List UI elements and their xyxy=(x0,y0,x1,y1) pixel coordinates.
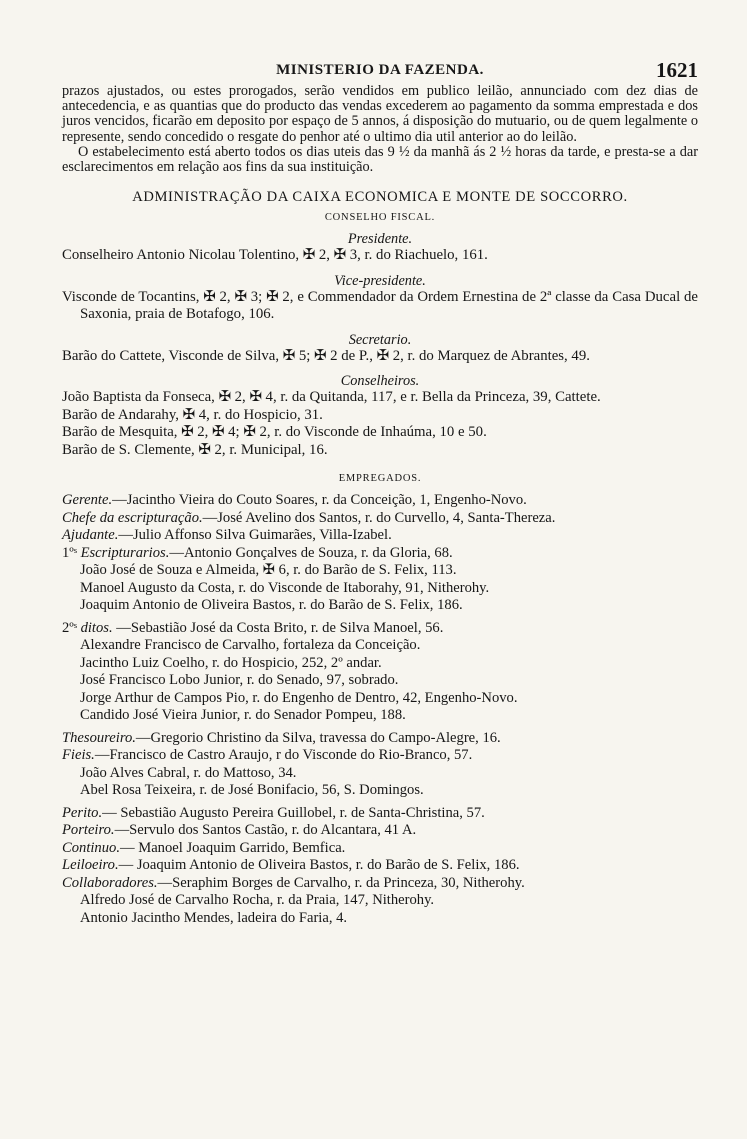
employee-entry-chefe xyxy=(62,510,698,528)
employee-entry: Joaquim Antonio de Oliveira Bastos, r. do Barão de S. Felix, 186. xyxy=(80,597,463,614)
employee-text: —Francisco de Castro Araujo, r do Visconde do Rio-Branco, 57. xyxy=(94,747,473,764)
employee-text: —Julio Affonso Silva Guimarães, Villa-Izabel. xyxy=(118,527,392,544)
employee-role: Perito. xyxy=(62,804,103,821)
councillor-entry: Barão de Mesquita, ✠ 2, ✠ 4; ✠ 2, r. do Visconde de Inhaúma, 10 e 50. xyxy=(62,424,487,441)
employee-text: —José Avelino dos Santos, r. do Curvello, 4, Santa-Thereza. xyxy=(202,509,556,526)
employee-entry-ditos xyxy=(62,620,698,638)
employee-entry: José Francisco Lobo Junior, r. do Senado, 97, sobrado. xyxy=(80,672,399,689)
employee-text: — Sebastião Augusto Pereira Guillobel, r. de Santa-Christina, 57. xyxy=(102,804,485,821)
employee-role: Chefe da escripturação. xyxy=(62,509,203,526)
employee-entry: João José de Souza e Almeida, ✠ 6, r. do Barão de S. Felix, 113. xyxy=(80,562,457,579)
employee-entry-ajudante xyxy=(62,527,698,545)
role-heading-secretary: Secretario. xyxy=(348,331,412,348)
employee-entry-fieis xyxy=(62,747,698,765)
employee-text: —Seraphim Borges de Carvalho, r. da Princeza, 30, Nitherohy. xyxy=(157,874,525,891)
ordinal-prefix: 2ºˢ xyxy=(62,619,77,636)
employee-role: Continuo. xyxy=(62,839,120,856)
running-header xyxy=(62,58,698,84)
page-number: 1621 xyxy=(656,58,698,82)
intro-text xyxy=(62,84,698,175)
role-heading-president: Presidente. xyxy=(347,231,413,248)
employee-entry: Antonio Jacintho Mendes, ladeira do Faria, 4. xyxy=(80,909,348,926)
employee-entry-escripturarios xyxy=(62,545,698,563)
ordinal-prefix: 1ºˢ xyxy=(62,544,77,561)
employee-text: —Sebastião José da Costa Brito, r. de Silva Manoel, 56. xyxy=(112,619,444,636)
councillor-entry: Barão de Andarahy, ✠ 4, r. do Hospicio, 31. xyxy=(62,406,323,423)
secretary-entry: Barão do Cattete, Visconde de Silva, ✠ 5; ✠ 2 de P., ✠ 2, r. do Marquez de Abrantes, 49. xyxy=(62,347,590,364)
employee-entry-thesoureiro xyxy=(62,730,698,748)
employee-entry: Alexandre Francisco de Carvalho, fortaleza da Conceição. xyxy=(80,637,421,654)
employee-entry-perito xyxy=(62,805,698,823)
president-entry: Conselheiro Antonio Nicolau Tolentino, ✠ 2, ✠ 3, r. do Riachuelo, 161. xyxy=(62,247,488,264)
employee-entry-collaboradores xyxy=(62,875,698,893)
employee-entry-porteiro xyxy=(62,822,698,840)
intro-paragraph: prazos ajustados, ou estes prorogados, serão vendidos em publico leilão, annunciado com dez dias de antecedencia, e as quantias que do producto das vendas excederem ao pagamento da somma emprestada e dos juros vencidos, ficarão em deposito por espaço de 5 annos, á disposição do mutuario, ou de quem legalmente o represente, sendo concedido o resgate do penhor até o ultimo dia util anterior ao do leilão. xyxy=(62,83,698,145)
employee-entry: Candido José Vieira Junior, r. do Senador Pompeu, 188. xyxy=(80,707,406,724)
employee-role: Gerente. xyxy=(62,492,113,509)
role-heading-councillors: Conselheiros. xyxy=(340,373,420,390)
employee-entry: Abel Rosa Teixeira, r. de José Bonifacio, 56, S. Domingos. xyxy=(80,782,424,799)
employee-role: Escripturarios. xyxy=(80,544,170,561)
employee-role: Thesoureiro. xyxy=(62,729,136,746)
employee-entry: Jorge Arthur de Campos Pio, r. do Engenho de Dentro, 42, Engenho-Novo. xyxy=(80,689,518,706)
employee-role: Ajudante. xyxy=(62,527,119,544)
employee-text: —Jacintho Vieira do Couto Soares, r. da Conceição, 1, Engenho-Novo. xyxy=(112,492,527,509)
councillor-entry: João Baptista da Fonseca, ✠ 2, ✠ 4, r. da Quitanda, 117, e r. Bella da Princeza, 39, Cattete. xyxy=(62,389,601,406)
employee-role: Collaboradores. xyxy=(62,874,158,891)
vice-president-entry: Visconde de Tocantins, ✠ 2, ✠ 3; ✠ 2, e Commendador da Ordem Ernestina de 2ª classe da Casa Ducal de Saxonia, praia de Botafogo, 106. xyxy=(62,288,698,323)
employee-entry: Alfredo José de Carvalho Rocha, r. da Praia, 147, Nitherohy. xyxy=(80,892,435,909)
council-heading: CONSELHO FISCAL. xyxy=(324,212,436,224)
employee-text: —Servulo dos Santos Castão, r. do Alcantara, 41 A. xyxy=(114,822,417,839)
role-heading-vice-president: Vice-presidente. xyxy=(334,272,426,289)
employee-entry: Jacintho Luiz Coelho, r. do Hospicio, 252, 2º andar. xyxy=(80,654,382,671)
employee-text: — Manoel Joaquim Garrido, Bemfica. xyxy=(119,839,346,856)
employee-entry-gerente xyxy=(62,492,698,510)
employee-entry-leiloeiro xyxy=(62,857,698,875)
employee-role: Leiloeiro. xyxy=(62,857,119,874)
employees-heading: EMPREGADOS. xyxy=(338,473,422,485)
employee-role: ditos. xyxy=(80,619,113,636)
employee-text: —Gregorio Christino da Silva, travessa do Campo-Alegre, 16. xyxy=(135,729,501,746)
employee-entry: João Alves Cabral, r. do Mattoso, 34. xyxy=(80,764,297,781)
employee-role: Porteiro. xyxy=(62,822,115,839)
document-page xyxy=(62,58,698,927)
section-title: ADMINISTRAÇÃO DA CAIXA ECONOMICA E MONTE DE SOCCORRO. xyxy=(132,189,628,206)
employee-entry-continuo xyxy=(62,840,698,858)
employee-entry: Manoel Augusto da Costa, r. do Visconde de Itaborahy, 91, Nitherohy. xyxy=(80,579,490,596)
intro-paragraph: O estabelecimento está aberto todos os dias uteis das 9 ½ da manhã ás 2 ½ horas da tarde, e presta-se a dar esclarecimentos em relação aos fins da sua instituição. xyxy=(62,143,698,176)
employee-text: — Joaquim Antonio de Oliveira Bastos, r. do Barão de S. Felix, 186. xyxy=(118,857,520,874)
running-title: MINISTERIO DA FAZENDA. xyxy=(276,62,484,78)
employee-role: Fieis. xyxy=(62,747,95,764)
councillor-entry: Barão de S. Clemente, ✠ 2, r. Municipal, 16. xyxy=(62,441,328,458)
employee-text: —Antonio Gonçalves de Souza, r. da Gloria, 68. xyxy=(169,544,453,561)
